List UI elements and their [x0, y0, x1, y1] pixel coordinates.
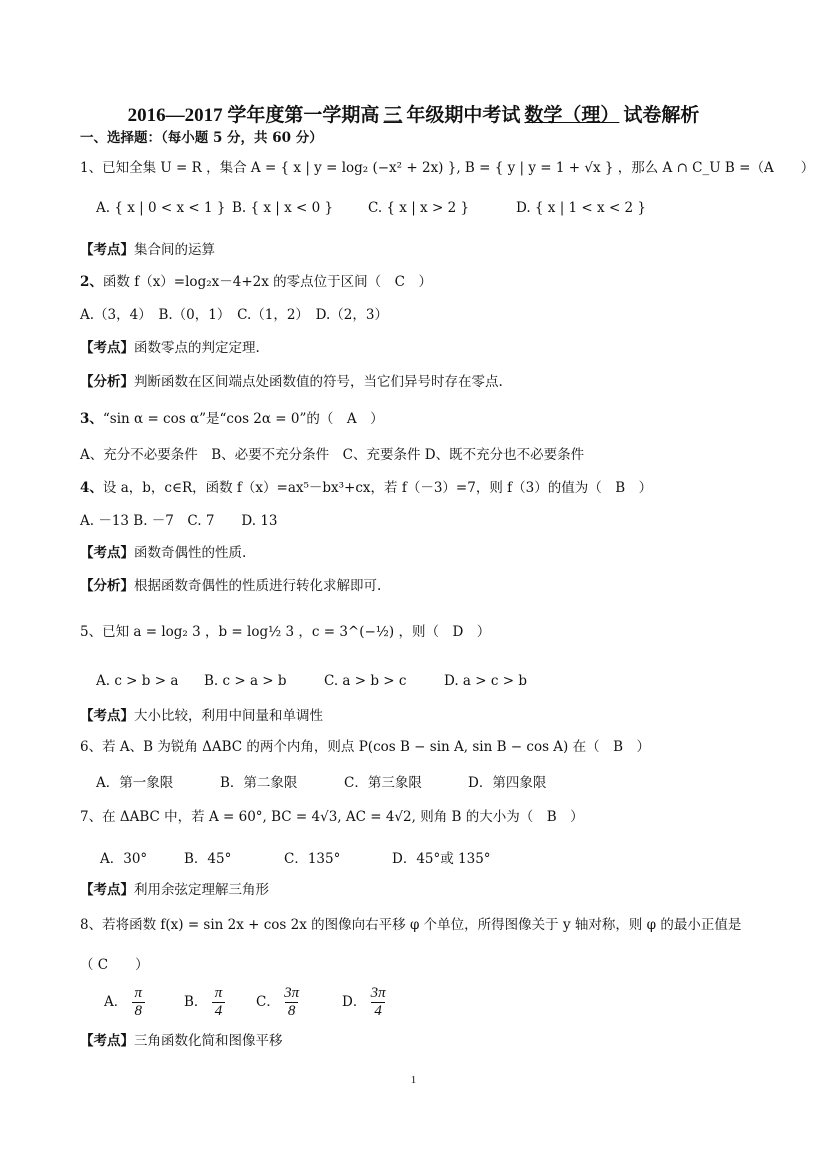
question-number: 2、 — [80, 274, 103, 290]
numerator: 3π — [284, 985, 300, 1001]
title-middle: 年级期中考试 — [406, 105, 521, 126]
q4-options: A. －13 B. －7 C. 7 D. 13 — [80, 513, 278, 529]
fraction — [132, 985, 146, 1020]
q5-option-a: A. c > b > a — [96, 673, 179, 689]
question-text: “sin α = cos α”是“cos 2α = 0”的（ A ） — [102, 411, 384, 427]
kaodian-text: 集合间的运算 — [134, 242, 215, 258]
q1-option-b: B. { x | x < 0 } — [232, 200, 334, 216]
q7-kaodian — [80, 880, 767, 900]
fraction — [284, 985, 299, 1020]
q8-option-d — [342, 985, 386, 1020]
question-6-stem: 6、若 A、B 为锐角 ΔABC 的两个内角，则点 P(cos B − sin A, sin B − cos A) 在（ B ） — [80, 739, 651, 755]
q1-option-c: C. { x | x > 2 } — [368, 200, 470, 216]
option-label: D． — [342, 994, 367, 1010]
q3-options: A、充分不必要条件 B、必要不充分条件 C、充要条件 D、既不充分也不必要条件 — [80, 447, 585, 463]
kaodian-text: 利用余弦定理解三角形 — [134, 882, 269, 898]
question-4-stem — [80, 478, 767, 498]
denominator: 4 — [212, 1002, 226, 1020]
q7-option-a: A．30° — [100, 851, 148, 867]
numerator: 3π — [370, 985, 386, 1001]
question-number: 4、 — [80, 480, 103, 496]
section-heading: 一、选择题：（每小题 5 分，共 60 分） — [80, 130, 323, 146]
question-text: 函数 f（x）=log₂x－4+2x 的零点位于区间（ C ） — [102, 274, 432, 290]
kaodian-text: 函数奇偶性的性质. — [134, 545, 247, 561]
page-number: 1 — [410, 1074, 417, 1086]
kaodian-text: 函数零点的判定定理. — [134, 340, 260, 356]
fenxi-text: 根据函数奇偶性的性质进行转化求解即可. — [134, 578, 382, 594]
q6-option-b: B．第二象限 — [220, 775, 298, 791]
numerator: π — [214, 985, 223, 1001]
question-8-stem: 8、若将函数 f(x) = sin 2x + cos 2x 的图像向右平移 φ 个单位，所得图像关于 y 轴对称，则 φ 的最小正值是 — [80, 917, 742, 933]
q7-option-d: D．45°或 135° — [392, 851, 491, 867]
question-1-stem: 1、已知全集 U = R ，集合 A = { x | y = log₂ (−x² + 2x) }, B = { y | y = 1 + √x } ，那么 A ∩ C_U B =（A ） — [80, 160, 815, 176]
fenxi-tag: 【分析】 — [80, 374, 134, 390]
kaodian-tag: 【考点】 — [80, 1033, 134, 1049]
q5-option-d: D. a > c > b — [444, 673, 527, 689]
fenxi-tag: 【分析】 — [80, 578, 134, 594]
kaodian-tag: 【考点】 — [80, 545, 134, 561]
q8-option-c — [256, 985, 299, 1020]
question-3-stem — [80, 409, 767, 429]
q5-option-c: C. a > b > c — [324, 673, 407, 689]
title-prefix: 2016—2017 学年度第一学期高 — [127, 105, 380, 126]
q1-kaodian — [80, 240, 767, 260]
question-number: 3、 — [80, 411, 103, 427]
q6-option-d: D．第四象限 — [468, 775, 547, 791]
question-5-stem: 5、已知 a = log₂ 3 ，b = log½ 3 ，c = 3^(−½) ，则（ D ） — [80, 624, 491, 640]
document-title — [0, 100, 827, 127]
q7-option-c: C．135° — [284, 851, 341, 867]
q8-kaodian — [80, 1031, 767, 1051]
fraction — [212, 985, 226, 1020]
fraction — [371, 985, 386, 1020]
option-label: A． — [104, 994, 128, 1010]
q2-options: A.（3，4） B.（0，1） C.（1，2） D.（2，3） — [80, 307, 388, 323]
question-text: 设 a，b，c∈R，函数 f（x）=ax⁵－bx³+cx，若 f（－3）=7，则 f（3）的值为（ B ） — [102, 480, 653, 496]
q5-option-b: B. c > a > b — [204, 673, 287, 689]
numerator: π — [134, 985, 143, 1001]
fenxi-text: 判断函数在区间端点处函数值的符号，当它们异号时存在零点. — [134, 374, 503, 390]
title-subject: 数学（理） — [524, 105, 620, 126]
kaodian-tag: 【考点】 — [80, 708, 134, 724]
title-grade: 三 — [383, 105, 403, 126]
q2-fenxi — [80, 372, 767, 392]
kaodian-text: 三角函数化简和图像平移 — [134, 1033, 283, 1049]
q4-fenxi — [80, 576, 767, 596]
q1-option-a: A. { x | 0 < x < 1 } — [96, 200, 226, 216]
question-7-stem: 7、在 ΔABC 中，若 A = 60°, BC = 4√3, AC = 4√2, 则角 B 的大小为（ B ） — [80, 809, 584, 825]
kaodian-tag: 【考点】 — [80, 242, 134, 258]
q8-option-b — [184, 985, 225, 1020]
q4-kaodian — [80, 543, 767, 563]
option-label: C． — [256, 994, 280, 1010]
q2-kaodian — [80, 338, 767, 358]
q8-option-a — [104, 985, 145, 1020]
title-suffix: 试卷解析 — [623, 105, 700, 126]
q1-option-d: D. { x | 1 < x < 2 } — [516, 200, 647, 216]
denominator: 8 — [285, 1002, 299, 1020]
q5-kaodian — [80, 706, 767, 726]
question-2-stem — [80, 272, 767, 292]
kaodian-text: 大小比较，利用中间量和单调性 — [134, 708, 323, 724]
denominator: 4 — [371, 1002, 385, 1020]
q7-option-b: B．45° — [184, 851, 232, 867]
q8-answer: （ C ） — [80, 957, 149, 973]
kaodian-tag: 【考点】 — [80, 882, 134, 898]
option-label: B． — [184, 994, 208, 1010]
kaodian-tag: 【考点】 — [80, 340, 134, 356]
denominator: 8 — [132, 1002, 146, 1020]
q6-option-a: A．第一象限 — [96, 775, 174, 791]
q6-option-c: C．第三象限 — [344, 775, 422, 791]
